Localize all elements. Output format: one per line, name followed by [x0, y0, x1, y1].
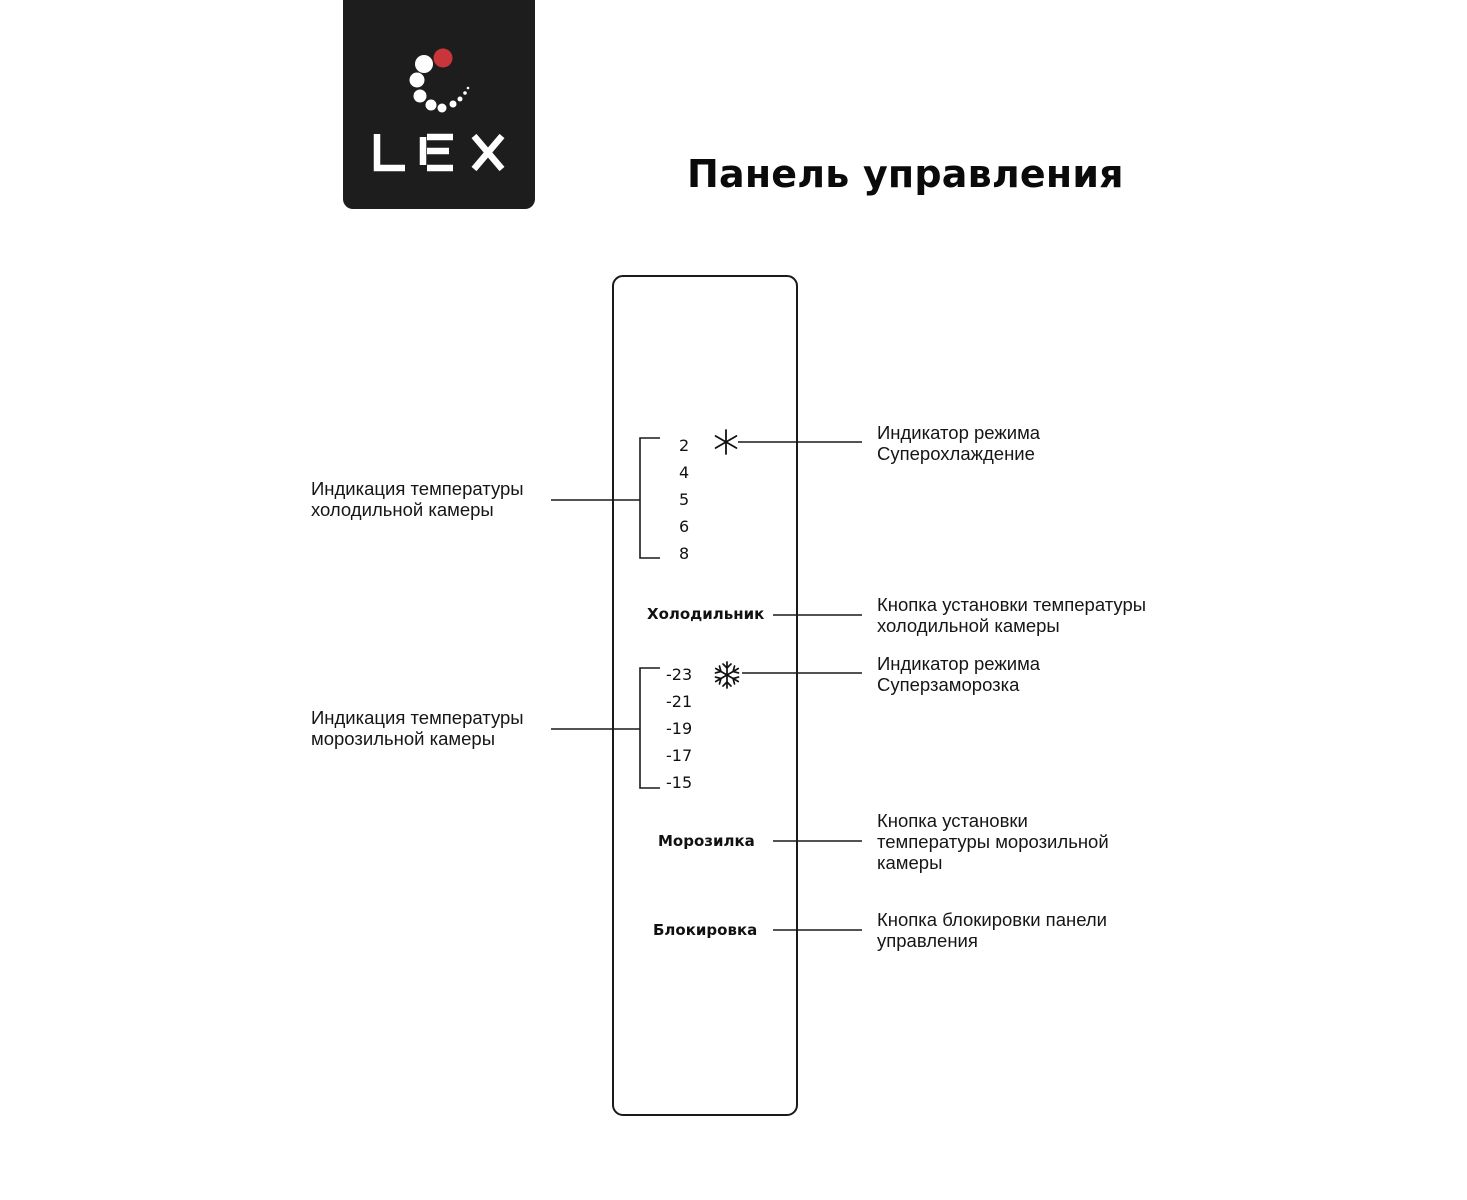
fridge-temp-4: 4 [679, 463, 690, 482]
callout-line: Индикатор режима [877, 422, 1041, 443]
fridge-button-callout [877, 594, 1146, 636]
callout-line: Суперзаморозка [877, 674, 1020, 695]
callout-line: холодильной камеры [311, 499, 494, 520]
fridge-temp-5: 5 [679, 490, 690, 509]
fridge-temp-bracket [640, 438, 660, 558]
callout-line: Индикация температуры [311, 707, 524, 728]
lock-button-callout [877, 909, 1107, 951]
callout-line: Кнопка установки температуры [877, 594, 1147, 615]
supercool-callout [877, 422, 1040, 464]
lock-button[interactable]: Блокировка [653, 921, 758, 939]
callout-line: Кнопка установки [877, 810, 1028, 831]
callout-line: холодильной камеры [877, 615, 1060, 636]
freezer-temp-minus-19: -19 [666, 719, 693, 738]
snowflake-icon [712, 660, 742, 690]
asterisk-icon [712, 428, 740, 456]
fridge-temp-6: 6 [679, 517, 690, 536]
freezer-temp-minus-17: -17 [666, 746, 693, 765]
freezer-temp-minus-15: -15 [666, 773, 693, 792]
freezer-button[interactable]: Морозилка [658, 832, 755, 850]
callout-line: управления [877, 930, 978, 951]
freezer-temp-minus-23: -23 [666, 665, 693, 684]
callout-line: морозильной камеры [311, 728, 495, 749]
fridge-temp-2: 2 [679, 436, 690, 455]
fridge-temp-8: 8 [679, 544, 690, 563]
callout-line: камеры [877, 852, 943, 873]
fridge-button[interactable]: Холодильник [647, 605, 765, 623]
page-title: Панель управления [687, 152, 1124, 196]
freezer-temp-bracket [640, 668, 660, 788]
freezer-temp-callout [311, 707, 524, 749]
callout-line: Индикатор режима [877, 653, 1041, 674]
callout-line: температуры морозильной [877, 831, 1109, 852]
freezer-button-callout [877, 810, 1109, 873]
freezer-temp-minus-21: -21 [666, 692, 693, 711]
callout-line: Кнопка блокировки панели [877, 909, 1108, 930]
callout-line: Индикация температуры [311, 478, 524, 499]
callout-line: Суперохлаждение [877, 443, 1035, 464]
fridge-temp-callout [311, 478, 524, 520]
superfreeze-callout [877, 653, 1040, 695]
